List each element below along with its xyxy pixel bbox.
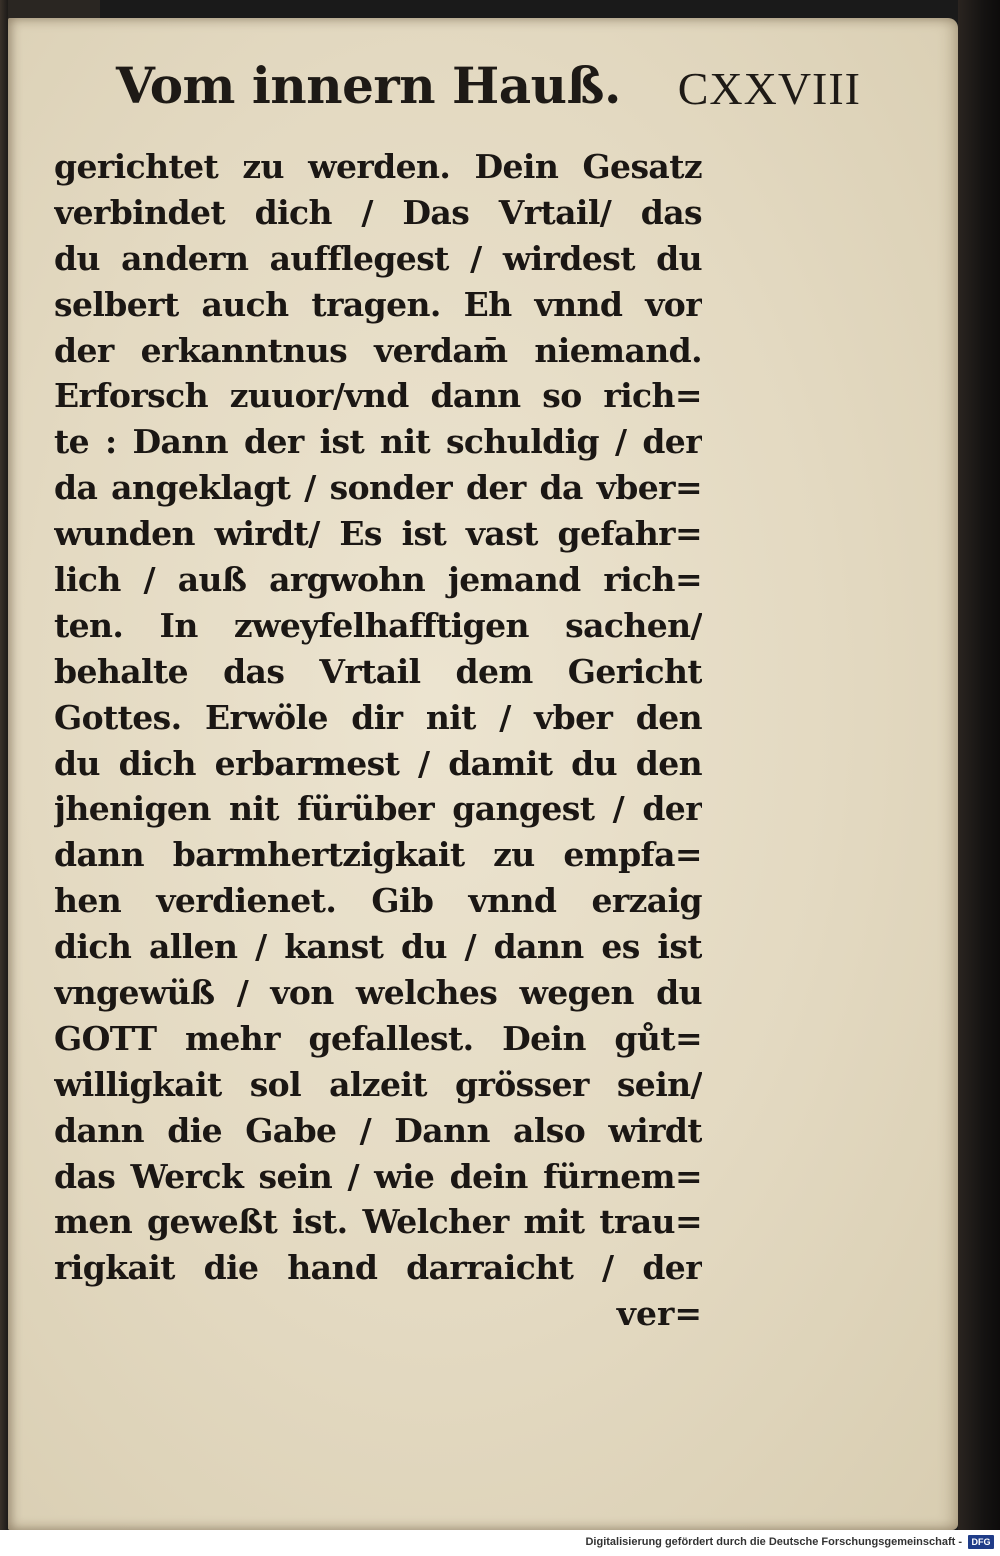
text-line: te : Dann der ist nit schuldig / der <box>54 422 702 462</box>
text-line: behalte das Vrtail dem Gericht <box>54 651 702 691</box>
catchword: ver= <box>616 1294 702 1333</box>
text-line: hen verdienet. Gib vnnd erzaig <box>54 881 702 921</box>
text-line: willigkait sol alzeit grösser sein/ <box>54 1064 702 1104</box>
text-line: rigkait die hand darraicht / der <box>54 1248 702 1288</box>
text-line: ten. In zweyfelhafftigen sachen/ <box>54 605 702 645</box>
book-page <box>8 18 958 1530</box>
text-line: du dich erbarmest / damit du den <box>54 743 702 783</box>
page-header <box>116 56 861 136</box>
text-line: Gottes. Erwöle dir nit / vber den <box>54 697 702 737</box>
book-edge-right <box>958 0 1000 1530</box>
text-line: lich / auß argwohn jemand rich= <box>54 560 702 600</box>
text-line: gerichtet zu werden. Dein Gesatz <box>54 147 702 186</box>
text-line: verbindet dich / Das Vrtail/ das <box>54 192 702 232</box>
text-line: Erforsch zuuor/vnd dann so rich= <box>54 376 702 416</box>
footer-strip <box>0 1530 1000 1556</box>
text-line: jhenigen nit fürüber gangest / der <box>54 789 702 829</box>
text-line: vngewüß / von welches wegen du <box>54 973 702 1013</box>
folio-number: CXXVIII <box>677 63 861 114</box>
text-line: men geweßt ist. Welcher mit trau= <box>54 1202 702 1242</box>
text-line: der erkanntnus verdam̄ niemand. <box>54 330 702 370</box>
dfg-logo-icon: DFG <box>968 1535 994 1549</box>
text-line: da angeklagt / sonder der da vber= <box>54 468 702 508</box>
funding-credit: Digitalisierung gefördert durch die Deutsche Forschungsgemeinschaft - <box>585 1536 962 1548</box>
text-line: selbert auch tragen. Eh vnnd vor <box>54 284 702 324</box>
running-title: Vom innern Hauß. <box>116 56 621 115</box>
body-text <box>54 144 702 1291</box>
text-line: wunden wirdt/ Es ist vast gefahr= <box>54 514 702 554</box>
text-line: dich allen / kanst du / dann es ist <box>54 927 702 967</box>
text-line: du andern aufflegest / wirdest du <box>54 238 702 278</box>
text-line: dann die Gabe / Dann also wirdt <box>54 1110 702 1150</box>
text-line: das Werck sein / wie dein fürnem= <box>54 1156 702 1196</box>
book-edge-left <box>0 0 8 1530</box>
text-line: GOTT mehr gefallest. Dein gůt= <box>54 1018 702 1058</box>
text-line: dann barmhertzigkait zu empfa= <box>54 835 702 875</box>
